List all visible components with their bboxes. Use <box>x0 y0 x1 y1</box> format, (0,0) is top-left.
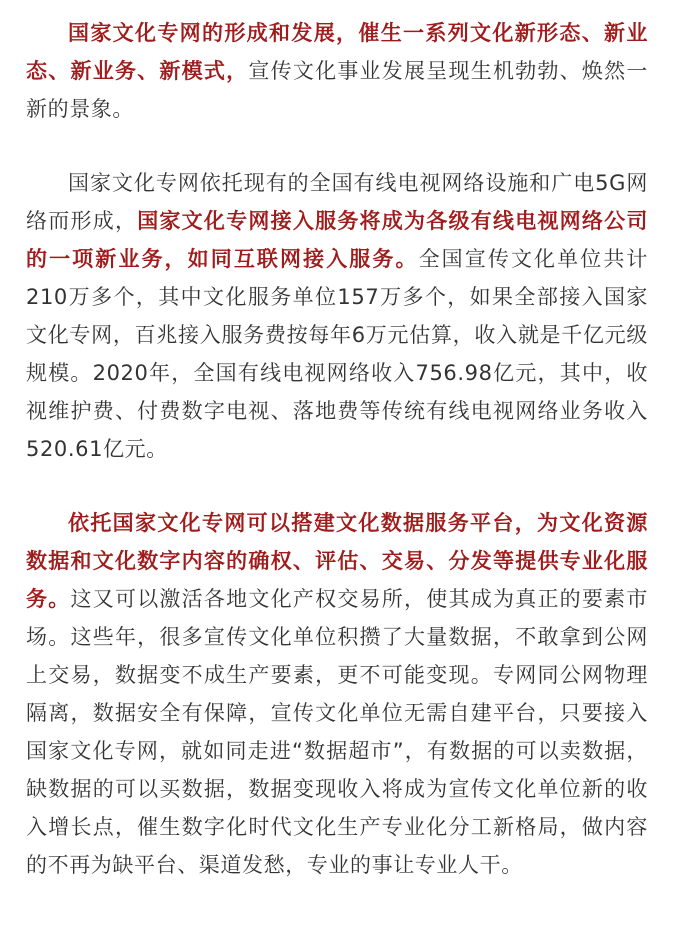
paragraph-2-highlight: 国家文化专网接入服务将成为各级有线电视网络公司的一项新业务，如同互联网接入服务。 <box>26 209 648 271</box>
paragraph-2-lead: 国家文化专网依托现有的全国有线电视网络设施和广电5G网络而形成， <box>26 171 648 233</box>
paragraph-1-text: 宣传文化事业发展呈现生机勃勃、焕然一新的景象。 <box>26 59 648 121</box>
paragraph-3-highlight: 依托国家文化专网可以搭建文化数据服务平台，为文化资源数据和文化数字内容的确权、评估、交易、分发等提供专业化服务。 <box>26 511 648 611</box>
paragraph-3 <box>26 504 648 884</box>
paragraph-1-highlight: 国家文化专网的形成和发展，催生一系列文化新形态、新业态、新业务、新模式， <box>26 21 648 83</box>
paragraph-2-text: 全国宣传文化单位共计210万多个，其中文化服务单位157万多个，如果全部接入国家文化专网，百兆接入服务费按每年6万元估算，收入就是千亿元级规模。2020年，全国有线电视网络收入756.98亿元，其中，收视维护费、付费数字电视、落地费等传统有线电视网络业务收入520.61亿元。 <box>26 247 649 461</box>
paragraph-2 <box>26 164 648 468</box>
paragraph-1 <box>26 14 648 128</box>
paragraph-3-text: 这又可以激活各地文化产权交易所，使其成为真正的要素市场。这些年，很多宣传文化单位积攒了大量数据，不敢拿到公网上交易，数据变不成生产要素，更不可能变现。专网同公网物理隔离，数据安全有保障，宣传文化单位无需自建平台，只要接入国家文化专网，就如同走进“数据超市”，有数据的可以卖数据，缺数据的可以买数据，数据变现收入将成为宣传文化单位新的收入增长点，催生数字化时代文化生产专业化分工新格局，做内容的不再为缺平台、渠道发愁，专业的事让专业人干。 <box>26 587 648 877</box>
